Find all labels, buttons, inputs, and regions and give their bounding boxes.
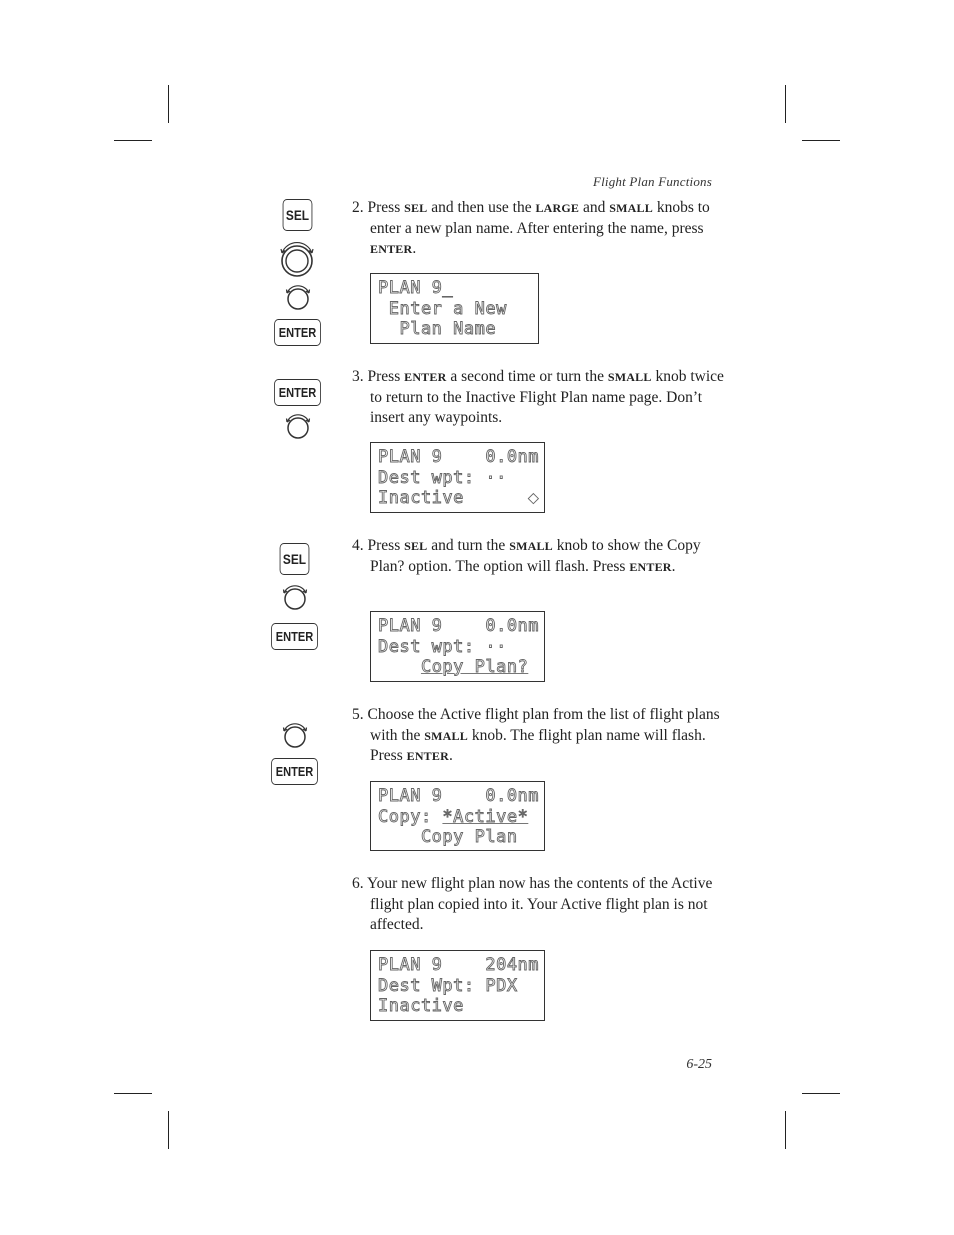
text-cursor: _ xyxy=(442,278,454,298)
step-4-text: 4. Press SEL and turn the SMALL knob to show the Copy Plan? option. The option will flash. Press ENTER. xyxy=(352,537,701,575)
large-knob-icon xyxy=(274,236,320,282)
small-knob-icon xyxy=(278,719,312,753)
sel-key: SEL xyxy=(283,199,313,231)
step-2-text: 2. Press SEL and then use the LARGE and SMALL knobs to enter a new plan name. After entering the name, press ENTER. xyxy=(352,199,710,257)
lcd-screen-copy-plan-option: PLAN 9 0.0nm Dest wpt: ·· Copy Plan? xyxy=(370,611,545,682)
crop-mark xyxy=(168,85,169,123)
small-knob-icon xyxy=(278,581,312,615)
crop-mark xyxy=(802,140,840,141)
running-head: Flight Plan Functions xyxy=(592,174,712,189)
crop-mark xyxy=(114,140,152,141)
lcd-screen-copy-active: PLAN 9 0.0nm Copy: *Active* Copy Plan xyxy=(370,781,545,851)
small-knob-icon xyxy=(281,281,315,315)
crop-mark xyxy=(785,85,786,123)
crop-mark xyxy=(168,1111,169,1149)
lcd-screen-inactive-plan: PLAN 9 0.0nm Dest wpt: ·· Inactive ◆ xyxy=(370,442,545,513)
crop-mark xyxy=(785,1111,786,1149)
small-knob-icon xyxy=(281,410,315,444)
page-number: 6-25 xyxy=(686,1057,712,1072)
sel-key: SEL xyxy=(280,543,310,575)
crop-mark xyxy=(802,1093,840,1094)
crop-mark xyxy=(114,1093,152,1094)
enter-key: ENTER xyxy=(271,623,318,650)
flashing-plan-name: *Active* xyxy=(442,806,529,827)
lcd-screen-result: PLAN 9 204nm Dest Wpt: PDX Inactive xyxy=(370,950,545,1021)
step-6-text: 6. Your new flight plan now has the contents of the Active flight plan copied into it. Your Active flight plan is not affected. xyxy=(352,875,713,933)
lcd-screen-plan-name-entry: PLAN 9_ Enter a New Plan Name xyxy=(370,273,539,344)
step-3-text: 3. Press ENTER a second time or turn the SMALL knob twice to return to the Inactive Flight Plan name page. Don’t insert any waypoints. xyxy=(352,368,724,426)
enter-key: ENTER xyxy=(271,758,318,785)
enter-key: ENTER xyxy=(274,379,321,406)
step-5-text: 5. Choose the Active flight plan from the list of flight plans with the SMALL knob. The flight plan name will flash. Press ENTER. xyxy=(352,706,720,764)
enter-key: ENTER xyxy=(274,319,321,346)
flashing-option: Copy Plan? xyxy=(420,657,529,677)
